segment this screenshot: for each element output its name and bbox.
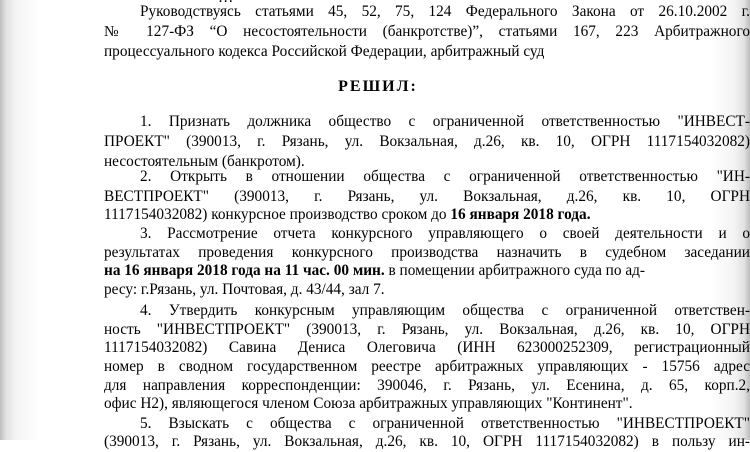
intro-line: № 127-ФЗ “О несостоятельности (банкротстве)”, статьями 167, 223 Арбитражного bbox=[104, 23, 750, 40]
paragraph-line: 4. Утвердить конкурсным управляющим общества с ограниченной ответствен- bbox=[140, 302, 750, 319]
paragraph-line: ресу: г.Рязань, ул. Почтовая, д. 43/44, зал 7. bbox=[104, 281, 385, 298]
paragraph-line: 2. Открыть в отношении общества с ограниченной ответственностью "ИН- bbox=[140, 168, 750, 185]
paragraph-line: 1. Признать должника общество с ограниченной ответственностью "ИНВЕСТ- bbox=[140, 113, 750, 130]
paragraph-line: на 16 января 2018 года на 11 час. 00 мин. в помещении арбитражного суда по ад- bbox=[104, 262, 646, 279]
paragraph-line: номер в сводном государственном реестре арбитражных управляющих - 15756 адрес bbox=[104, 358, 750, 375]
paragraph-line: ность "ИНВЕСТПРОЕКТ" (390013, г. Рязань, ул. Вокзальная, д.26, кв. 10, ОГРН bbox=[104, 321, 750, 338]
paragraph-line: результатах проведения конкурсного производства назначить в судебном заседании bbox=[104, 244, 750, 261]
decision-heading: РЕШИЛ: bbox=[338, 78, 418, 95]
deadline-date: 16 января 2018 года. bbox=[450, 206, 591, 223]
intro-line: Руководствуясь статьями 45, 52, 75, 124 Федерального Закона от 26.10.2002 г. bbox=[140, 3, 750, 20]
paragraph-line: 1117154032082) Савина Дениса Олеговича (ИНН 623000252309, регистрационный bbox=[104, 339, 750, 356]
intro-line: процессуального кодекса Российской Федерации, арбитражный суд bbox=[104, 43, 545, 60]
paragraph-line: 1117154032082) конкурсное производство сроком до 16 января 2018 года. bbox=[104, 206, 591, 223]
hearing-date: на 16 января 2018 года на 11 час. 00 мин. bbox=[104, 262, 385, 279]
paragraph-line: ПРОЕКТ" (390013, г. Рязань, ул. Вокзальная, д.26, кв. 10, ОГРН 1117154032082) bbox=[104, 133, 750, 150]
paragraph-line: несостоятельным (банкротом). bbox=[104, 153, 305, 170]
paragraph-line: офис Н2), являющегося членом Союза арбитражных управляющих "Континент". bbox=[104, 395, 633, 412]
paragraph-line: 3. Рассмотрение отчета конкурсного управляющего о своей деятельности и о bbox=[140, 225, 750, 242]
paragraph-line: (390013, г. Рязань, ул. Вокзальная, д.26, кв. 10, ОГРН 1117154032082) в пользу ин- bbox=[104, 433, 750, 450]
paragraph-line: для направления корреспонденции: 390046, г. Рязань, ул. Есенина, д. 65, корп.2, bbox=[104, 377, 750, 394]
left-shadow-edge bbox=[0, 0, 50, 440]
paragraph-line: 5. Взыскать с общества с ограниченной ответственностью "ИНВЕСТПРОЕКТ" bbox=[140, 415, 750, 432]
paragraph-line: ВЕСТПРОЕКТ" (390013, г. Рязань, ул. Вокзальная, д.26, кв. 10, ОГРН bbox=[104, 188, 750, 205]
document-page bbox=[58, 0, 750, 450]
